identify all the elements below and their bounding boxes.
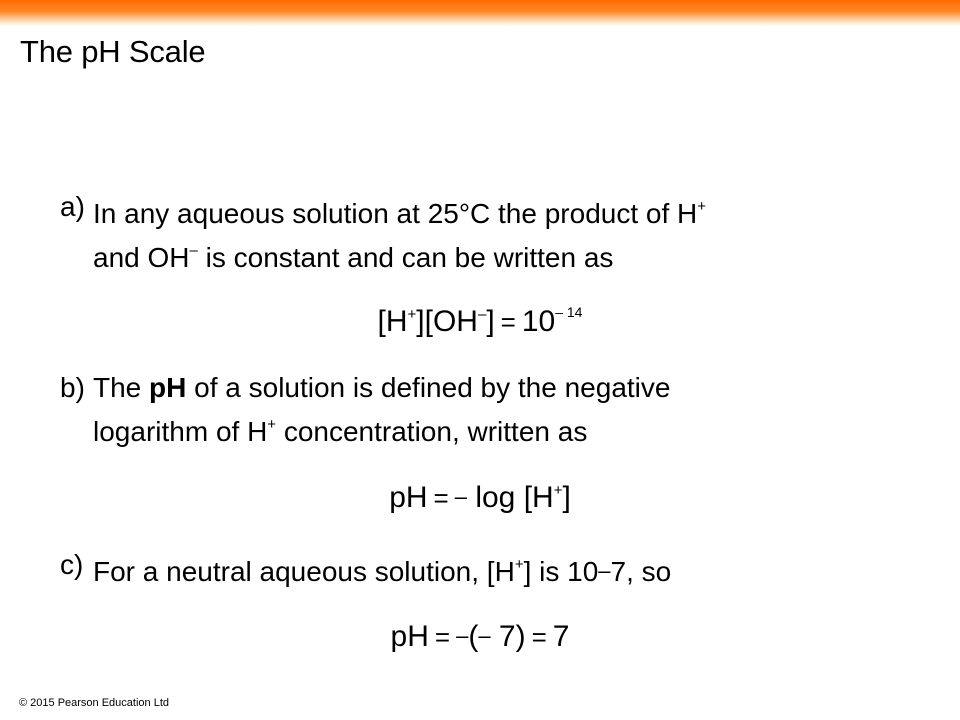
top-accent-bar [0, 0, 960, 26]
eq3-result: 7 [552, 620, 570, 653]
eq1-base: 10 [521, 305, 556, 338]
item-b-line-1 [93, 369, 880, 406]
eq2-close-bracket: ] [562, 481, 571, 514]
item-marker-b: b) [60, 372, 85, 403]
item-b-line-2 [93, 406, 880, 450]
eq1-exponent: – 14 [555, 304, 583, 320]
eq3-open-paren: ( [468, 620, 479, 653]
superscript-plus: + [697, 198, 707, 215]
equation-ion-product [0, 293, 960, 341]
item-b-line-2-start: logarithm of H [93, 416, 268, 447]
equation-neutral-ph [0, 617, 960, 656]
item-b-bold-term: pH [149, 372, 187, 403]
eq3-equals-1: = [434, 622, 451, 652]
item-marker-c: c) [60, 549, 84, 580]
item-a-line-1-text: In any aqueous solution at 25°C the product of H [93, 198, 698, 229]
eq3-equals-2: = [531, 622, 547, 652]
eq3-ph: pH [390, 620, 429, 653]
item-b-line-1-start: The [93, 372, 150, 403]
item-a-line-2-start: and OH [93, 242, 190, 273]
item-b-line-2-end: concentration, written as [276, 416, 588, 447]
item-c-line-1 [93, 546, 880, 590]
item-b-line-1-end: of a solution is defined by the negative [186, 372, 671, 403]
equation-ph-definition [0, 472, 960, 517]
eq1-part-1: [H [377, 305, 408, 338]
copyright-footer: © 2015 Pearson Education Ltd [19, 697, 169, 709]
item-c-line-1-end: 7, so [610, 556, 672, 587]
item-a-line-2 [93, 232, 880, 276]
item-marker-a: a) [60, 191, 85, 222]
item-c-minus: – [598, 558, 611, 583]
list-item-c [60, 546, 880, 590]
eq1-sup-plus: + [407, 306, 417, 323]
eq3-seven-close: 7) [490, 620, 526, 653]
superscript-minus: – [189, 242, 198, 259]
eq2-equals: = [433, 483, 449, 513]
superscript-plus: + [514, 556, 524, 573]
item-c-line-1-start: For a neutral aqueous solution, [H [93, 556, 515, 587]
eq1-sup-minus: – [477, 306, 487, 323]
eq3-minus-1: – [456, 623, 469, 648]
eq3-minus-2: – [478, 623, 491, 648]
item-a-line-2-end: is constant and can be written as [197, 242, 614, 273]
eq1-part-3: ] [486, 305, 495, 338]
eq2-log: log [H [475, 481, 554, 514]
superscript-plus: + [267, 416, 277, 433]
item-c-line-1-mid: ] is 10 [523, 556, 599, 587]
eq2-sup-plus: + [553, 482, 563, 499]
list-item-a [60, 188, 880, 276]
eq1-part-2: ][OH [416, 305, 478, 338]
slide-title: The pH Scale [20, 34, 206, 69]
eq2-minus: – [454, 484, 467, 509]
eq1-equals: = [500, 307, 516, 337]
item-a-line-1 [93, 188, 880, 232]
list-item-b [60, 369, 880, 450]
eq2-ph: pH [389, 481, 428, 514]
